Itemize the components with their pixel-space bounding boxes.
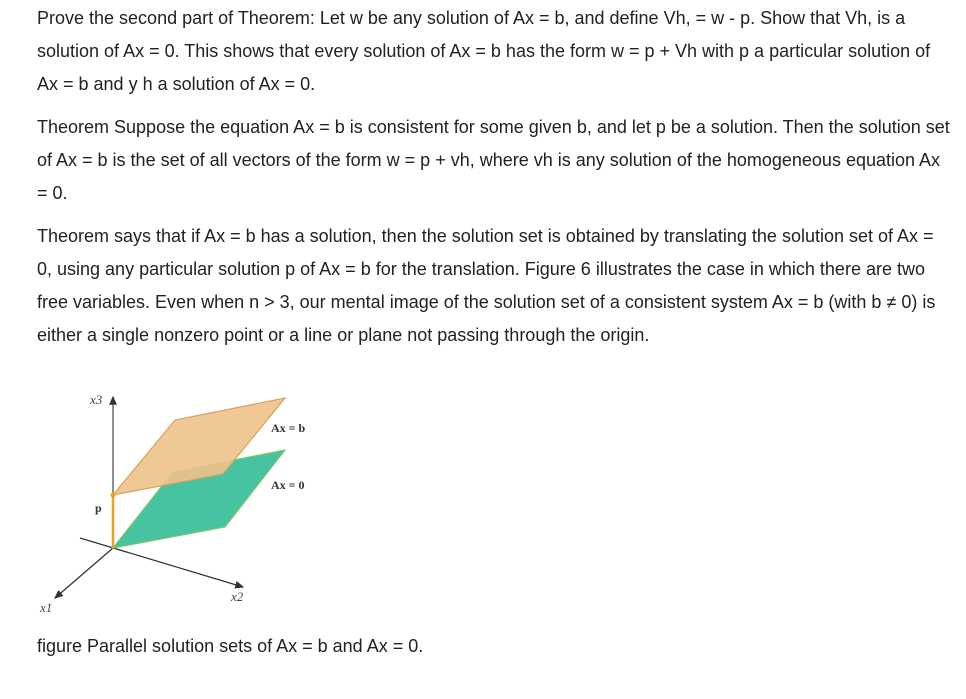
- theorem-explanation: Theorem says that if Ax = b has a solution, then the solution set is obtained by translating the solution set of Ax = 0, using any particular solution p of Ax = b for the translation. Figure 6 illustrates the case in which there are two free variables. Even when n > 3, our mental image of the solution set of a consistent system Ax = b (with b ≠ 0) is either a single nonzero point or a line or plane not passing through the origin.: [37, 226, 936, 345]
- label-p: p: [95, 501, 102, 515]
- figure-caption: figure Parallel solution sets of Ax = b and Ax = 0.: [37, 636, 424, 656]
- x2-axis: [80, 538, 243, 587]
- label-x1: x1: [40, 600, 53, 615]
- problem-statement: Prove the second part of Theorem: Let w be any solution of Ax = b, and define Vh, = w - p. Show that Vh, is a solution of Ax = 0. This shows that every solution of Ax = b has the form w = p + Vh with p a particular solution of Ax = b and y h a solution of Ax = 0.: [37, 8, 931, 94]
- x1-axis: [55, 548, 113, 598]
- label-ax-b: Ax = b: [271, 421, 306, 435]
- label-ax-0: Ax = 0: [271, 478, 305, 492]
- label-x2: x2: [231, 589, 244, 604]
- label-x3: x3: [90, 392, 103, 407]
- theorem-statement: Theorem Suppose the equation Ax = b is consistent for some given b, and let p be a solution. Then the solution set of Ax = b is the set of all vectors of the form w = p + vh, where vh is any solution of the homogeneous equation Ax = 0.: [37, 117, 950, 203]
